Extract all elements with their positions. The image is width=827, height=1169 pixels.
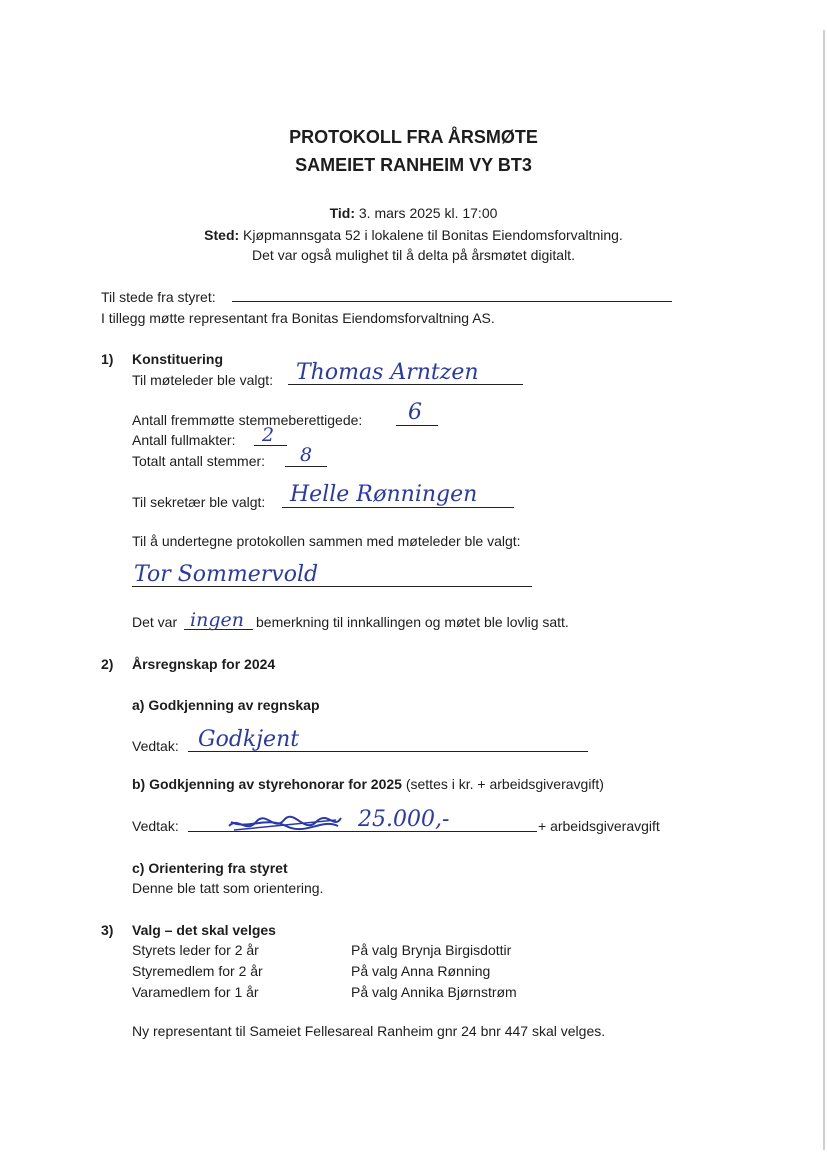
election-status: På valg Annika Bjørnstrøm [351, 984, 517, 1000]
secretary-label: Til sekretær ble valgt: [132, 494, 266, 510]
remark-value: ingen [190, 609, 244, 631]
honorarium-decision-suffix: + arbeidsgiveravgift [538, 818, 660, 834]
accounts-decision-value: Godkjent [198, 727, 300, 752]
document-title-line2: SAMEIET RANHEIM VY BT3 [295, 155, 532, 175]
secretary-value: Helle Rønningen [290, 482, 478, 507]
scan-edge [823, 30, 825, 1150]
new-representative-note: Ny representant til Sameiet Fellesareal Ranheim gnr 24 bnr 447 skal velges. [132, 1023, 606, 1039]
section1-heading: Konstituering [132, 351, 223, 367]
accounts-decision-label: Vedtak: [132, 738, 179, 754]
section1-number: 1) [101, 351, 114, 367]
secretary-line [282, 507, 514, 508]
meeting-time [0, 205, 827, 221]
votes-label: Totalt antall stemmer: [132, 453, 266, 469]
section3-heading: Valg – det skal velges [132, 922, 276, 938]
place-label: Sted: [204, 227, 240, 243]
digital-note: Det var også mulighet til å delta på årsmøtet digitalt. [252, 247, 575, 263]
board-present-line [232, 301, 672, 302]
time-label: Tid: [329, 205, 355, 221]
election-role: Varamedlem for 1 år [132, 984, 259, 1000]
accounts-approval-heading: a) Godkjenning av regnskap [132, 697, 320, 713]
board-orientation-text: Denne ble tatt som orientering. [132, 880, 324, 896]
election-role: Styrets leder for 2 år [132, 942, 259, 958]
board-present-label: Til stede fra styret: [101, 289, 216, 305]
honorarium-heading: b) Godkjenning av styrehonorar for 2025 [132, 776, 402, 792]
honorarium-decision-value: 25.000,- [358, 807, 450, 832]
cosign-label: Til å undertegne protokollen sammen med møteleder ble valgt: [132, 533, 521, 549]
section2-heading: Årsregnskap for 2024 [132, 656, 276, 672]
voters-line [396, 425, 438, 426]
section2-number: 2) [101, 656, 114, 672]
votes-line [285, 466, 327, 467]
board-orientation-heading: c) Orientering fra styret [132, 860, 288, 876]
election-status: På valg Brynja Birgisdottir [351, 942, 512, 958]
election-role: Styremedlem for 2 år [132, 963, 263, 979]
honorarium-decision-label: Vedtak: [132, 818, 179, 834]
representative-note: I tillegg møtte representant fra Bonitas Eiendomsforvaltning AS. [101, 310, 495, 326]
honorarium-heading-row [132, 776, 604, 792]
place-value: Kjøpmannsgata 52 i lokalene til Bonitas Eiendomsforvaltning. [243, 227, 623, 243]
cosign-value: Tor Sommervold [134, 562, 319, 587]
section3-number: 3) [101, 922, 114, 938]
remark-suffix: bemerkning til innkallingen og møtet ble lovlig satt. [256, 614, 569, 630]
voters-label: Antall fremmøtte stemmeberettigede: [132, 412, 363, 428]
election-status: På valg Anna Rønning [351, 963, 491, 979]
document-title-line1: PROTOKOLL FRA ÅRSMØTE [289, 127, 538, 147]
chair-value: Thomas Arntzen [296, 360, 479, 385]
votes-value: 8 [300, 444, 313, 466]
voters-value: 6 [408, 400, 422, 425]
remark-prefix: Det var [132, 614, 178, 630]
time-value: 3. mars 2025 kl. 17:00 [358, 205, 498, 221]
meeting-place [0, 227, 827, 243]
proxies-value: 2 [262, 424, 275, 446]
crossed-out-scribble [226, 812, 344, 836]
honorarium-heading-note: (settes i kr. + arbeidsgiveravgift) [405, 776, 604, 792]
remark-row [132, 614, 177, 630]
chair-label: Til møteleder ble valgt: [132, 372, 274, 388]
proxies-label: Antall fullmakter: [132, 432, 236, 448]
